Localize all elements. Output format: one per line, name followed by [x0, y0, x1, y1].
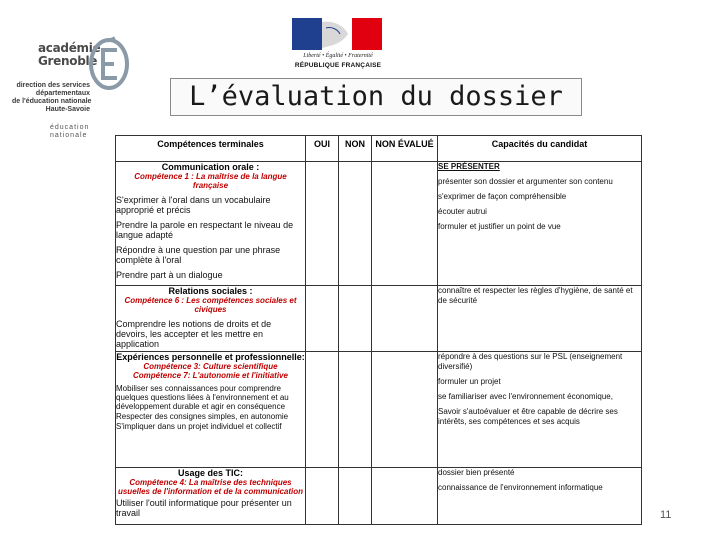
non-evalue-checkbox-cell[interactable] [372, 286, 438, 352]
table-row [116, 162, 642, 286]
republic-text: RÉPUBLIQUE FRANÇAISE [294, 62, 382, 69]
evaluation-table [115, 135, 642, 525]
header-non: NON [339, 136, 372, 162]
capacity-cell [438, 162, 642, 286]
capacity-cell [438, 352, 642, 468]
capacity-item: dossier bien présenté [438, 468, 515, 477]
non-evalue-checkbox-cell[interactable] [372, 468, 438, 525]
academy-e-emblem [87, 32, 131, 92]
header-oui: OUI [306, 136, 339, 162]
competence-item: Mobiliser ses connaissances pour comprendre quelques questions liées à l'environnement et au développement durable et agir en conséquence [116, 384, 289, 411]
competence-item: Comprendre les notions de droits et de devoirs, les accepter et les mettre en application [116, 319, 272, 349]
non-checkbox-cell[interactable] [339, 162, 372, 286]
section-competence: Compétence 3: Culture scientifique Compétence 7: L'autonomie et l'initiative [133, 362, 288, 380]
capacity-cell [438, 286, 642, 352]
competence-item: Répondre à une question par une phrase complète à l'oral [116, 245, 281, 265]
competence-item: Prendre la parole en respectant le niveau de langue adapté [116, 220, 294, 240]
capacity-item: connaissance de l'environnement informatique [438, 483, 603, 492]
non-evalue-checkbox-cell[interactable] [372, 352, 438, 468]
competence-item: Respecter des consignes simples, en autonomie [116, 412, 289, 421]
table-row [116, 468, 642, 525]
competence-cell [116, 286, 306, 352]
competence-cell [116, 162, 306, 286]
academy-name: académie Grenoble [38, 41, 101, 68]
section-title: Usage des TIC: [177, 468, 244, 478]
oui-checkbox-cell[interactable] [306, 286, 339, 352]
competence-item: Utiliser l'outil informatique pour présenter un travail [116, 498, 292, 518]
section-title: Relations sociales : [168, 286, 253, 296]
capacity-item: écouter autrui [438, 207, 487, 216]
capacity-item: se familiariser avec l'environnement économique, [438, 392, 613, 401]
header-competences: Compétences terminales [116, 136, 306, 162]
header-capacites: Capacités du candidat [438, 136, 642, 162]
capacity-item: répondre à des questions sur le PSL (enseignement diversifié) [438, 352, 623, 371]
academy-services: direction des services départementaux de l'éducation nationale Haute-Savoie [12, 82, 92, 113]
republique-francaise-logo [290, 18, 386, 78]
marianne-flag-icon [292, 18, 382, 50]
capacity-item: s'exprimer de façon compréhensible [438, 192, 567, 201]
table-row [116, 352, 642, 468]
page-number: 11 [660, 509, 672, 521]
academy-education: éducation nationale [50, 124, 90, 139]
competence-item: S'exprimer à l'oral dans un vocabulaire approprié et précis [116, 195, 271, 215]
capacity-item: formuler un projet [438, 377, 501, 386]
capacity-item: SE PRÉSENTER [438, 162, 500, 171]
table-row [116, 286, 642, 352]
section-competence: Compétence 1 : La maîtrise de la langue française [134, 172, 287, 190]
capacity-item: présenter son dossier et argumenter son contenu [438, 177, 613, 186]
non-evalue-checkbox-cell[interactable] [372, 162, 438, 286]
oui-checkbox-cell[interactable] [306, 468, 339, 525]
section-competence: Compétence 4: La maîtrise des techniques usuelles de l'information et de la communication [117, 478, 304, 496]
page-title: L’évaluation du dossier [170, 78, 582, 116]
oui-checkbox-cell[interactable] [306, 352, 339, 468]
competence-item: Prendre part à un dialogue [116, 270, 223, 280]
competence-cell [116, 468, 306, 525]
competence-cell [116, 352, 306, 468]
capacity-item: connaître et respecter les règles d'hygiène, de santé et de sécurité [438, 286, 633, 305]
capacity-item: Savoir s'autoévaluer et être capable de décrire ses intérêts, ses compétences et ses acquis [438, 407, 618, 426]
section-title: Expériences personnelle et professionnelle: [116, 352, 305, 362]
section-title: Communication orale : [161, 162, 260, 172]
non-checkbox-cell[interactable] [339, 352, 372, 468]
non-checkbox-cell[interactable] [339, 286, 372, 352]
header-non-evalue: NON ÉVALUÉ [372, 136, 438, 162]
oui-checkbox-cell[interactable] [306, 162, 339, 286]
capacity-cell [438, 468, 642, 525]
section-competence: Compétence 6 : Les compétences sociales et civiques [124, 296, 297, 314]
competence-item: S'impliquer dans un projet individuel et collectif [116, 422, 282, 431]
capacity-item: formuler et justifier un point de vue [438, 222, 561, 231]
non-checkbox-cell[interactable] [339, 468, 372, 525]
table-header-row [116, 136, 642, 162]
academy-grenoble-logo [12, 18, 122, 143]
motto-text: Liberté • Égalité • Fraternité [303, 53, 373, 59]
